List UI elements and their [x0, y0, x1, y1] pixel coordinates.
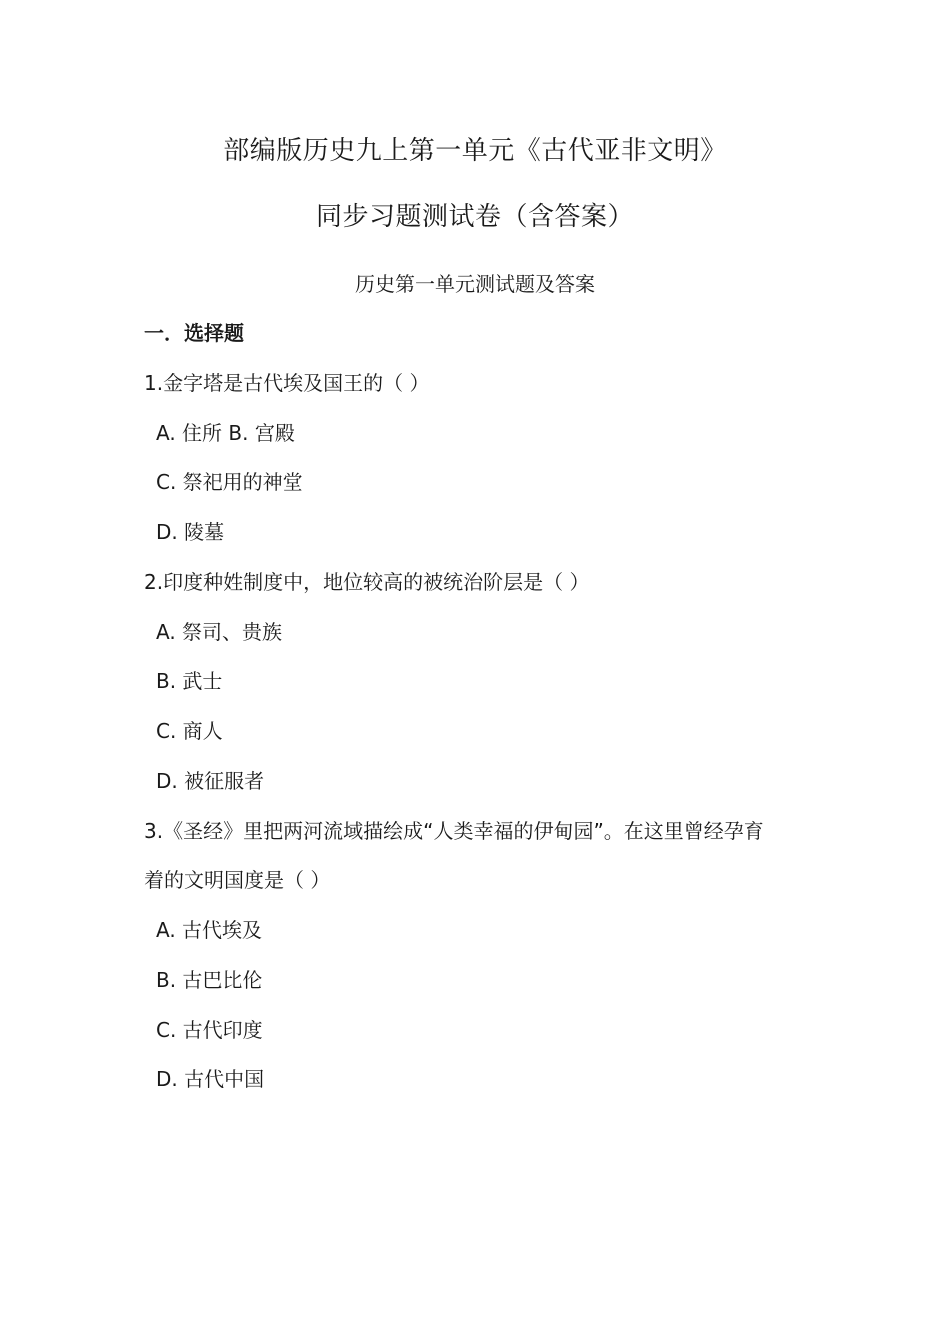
question-1-option-ab: A. 住所 B. 宫殿: [156, 421, 295, 445]
document-title-line1: 部编版历史九上第一单元《古代亚非文明》: [223, 136, 727, 166]
question-1-stem: 1.金字塔是古代埃及国王的（ ）: [144, 371, 430, 395]
document-title-line2: 同步习题测试卷（含答案）: [315, 202, 634, 232]
question-3-option-b: B. 古巴比伦: [156, 968, 263, 992]
document-subtitle: 历史第一单元测试题及答案: [355, 272, 595, 296]
question-3-option-c: C. 古代印度: [156, 1018, 263, 1042]
question-2-option-a: A. 祭司、贵族: [156, 620, 283, 644]
question-3-stem-line2: 着的文明国度是（ ）: [144, 868, 331, 892]
question-2-option-c: C. 商人: [156, 719, 223, 743]
question-1-option-c: C. 祭祀用的神堂: [156, 470, 303, 494]
section-heading: 一．选择题: [144, 321, 244, 345]
question-3-stem-line1: 3.《圣经》里把两河流域描绘成“人类幸福的伊甸园”。在这里曾经孕育: [144, 819, 764, 843]
question-3-option-d: D. 古代中国: [156, 1067, 265, 1091]
question-2-option-b: B. 武士: [156, 669, 223, 693]
question-1-option-d: D. 陵墓: [156, 520, 225, 544]
question-2-stem: 2.印度种姓制度中，地位较高的被统治阶层是（ ）: [144, 570, 590, 594]
question-3-option-a: A. 古代埃及: [156, 918, 263, 942]
question-2-option-d: D. 被征服者: [156, 769, 265, 793]
